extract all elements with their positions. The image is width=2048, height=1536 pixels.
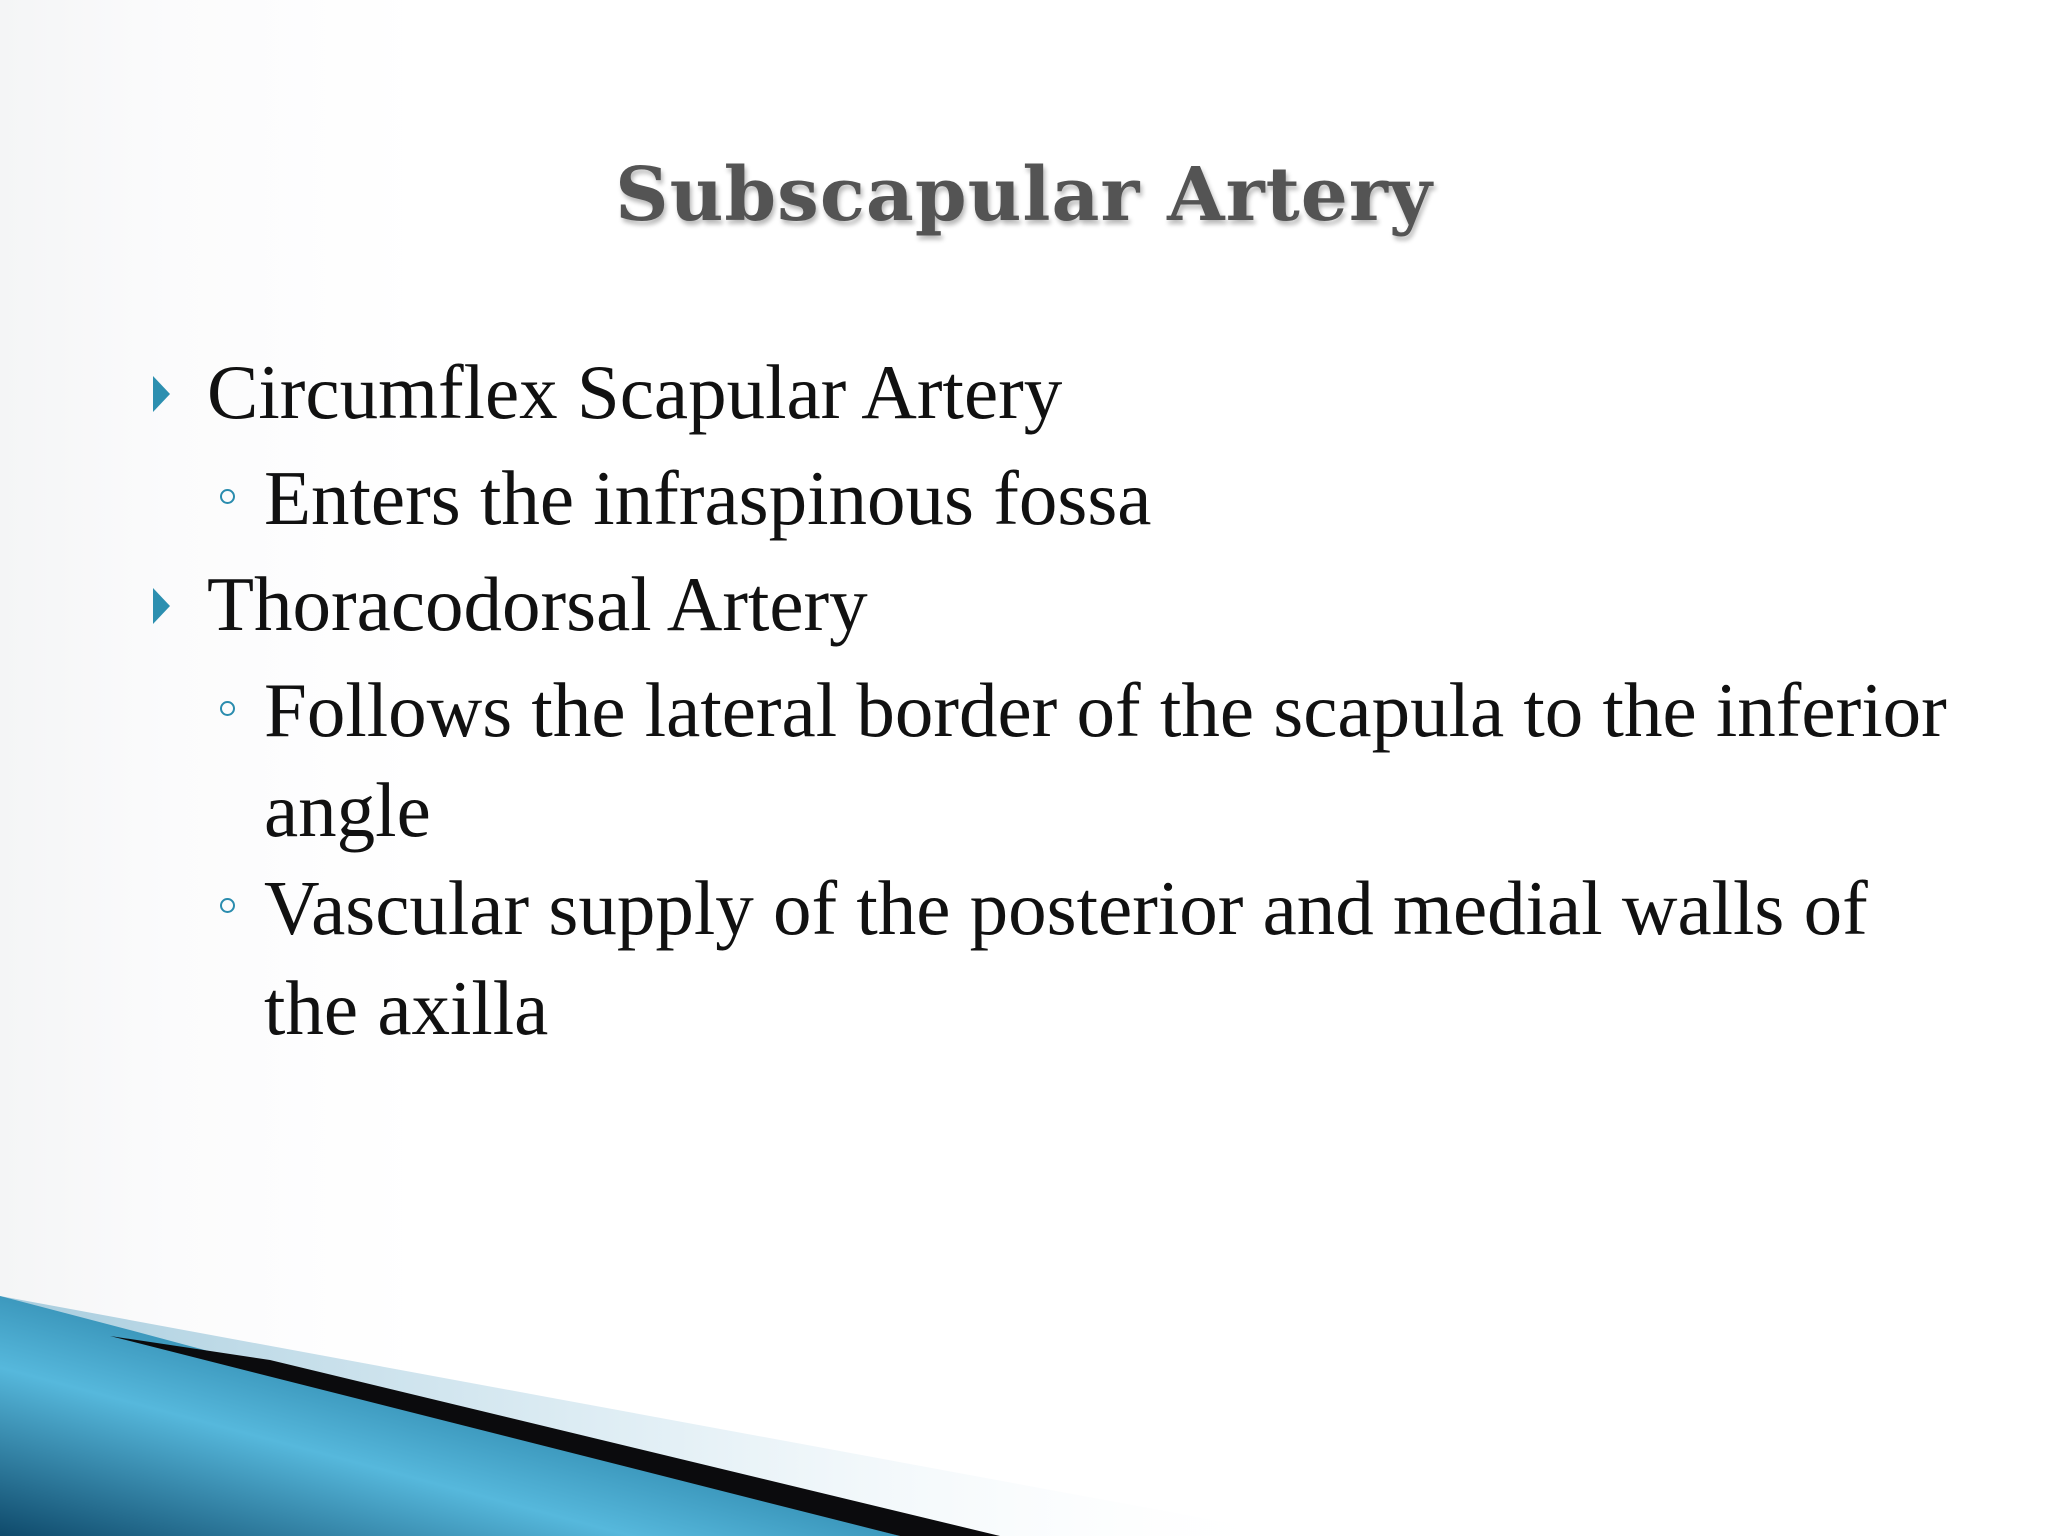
sub-bullet-item: Follows the lateral border of the scapula to the inferior angle <box>264 667 1947 853</box>
bullet-item: Circumflex Scapular Artery <box>207 349 1063 435</box>
sub-bullet-item: Enters the infraspinous fossa <box>264 455 1152 541</box>
triangle-right-icon <box>153 588 170 624</box>
hollow-circle-icon <box>220 898 235 913</box>
triangle-right-icon <box>153 376 170 412</box>
bullet-item: Thoracodorsal Artery <box>207 561 868 647</box>
slide-title: Subscapular Artery <box>615 152 1433 238</box>
hollow-circle-icon <box>220 489 235 504</box>
sub-bullet-item: Vascular supply of the posterior and medial walls of the axilla <box>264 865 1868 1051</box>
hollow-circle-icon <box>220 701 235 716</box>
